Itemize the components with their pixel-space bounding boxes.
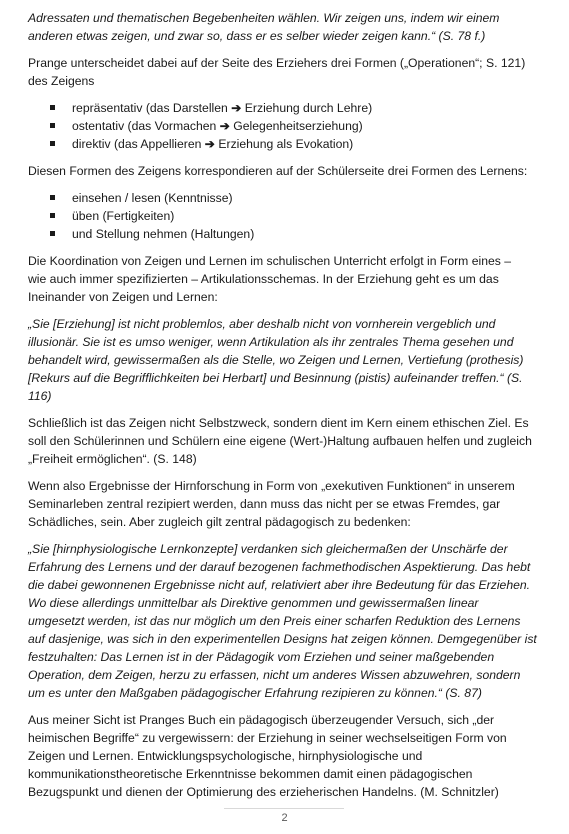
text-line: Aus meiner Sicht ist Pranges Buch ein pädagogisch überzeugender Versuch, sich „der [28, 713, 495, 727]
text-line: Bezugspunkt und dienen der Optimierung des erzieherischen Handelns. (M. Schnitzler) [28, 785, 499, 799]
list-item-text: Erziehung als Evokation) [215, 137, 354, 151]
text-line: Schädliches, sein. Aber zugleich gilt zentral pädagogisch zu bedenken: [28, 515, 411, 529]
list-item [50, 117, 546, 135]
learning-forms-list [28, 189, 546, 243]
text-line: anderen etwas zeigen, und zwar so, dass er es selber wieder zeigen kann.“ (S. 78 f.) [28, 29, 486, 43]
document-page [28, 9, 546, 801]
text-line: umgesetzt werden, ist das nur möglich um den Preis einer scharfen Reduktion des Lernens [28, 614, 521, 628]
list-item [50, 207, 546, 225]
text-line: behandelt wird, gewissermaßen als die Stelle, wo Zeigen und Lernen, Vertiefung (prothesis) [28, 353, 524, 367]
list-item [50, 189, 546, 207]
list-item-text: Erziehung durch Lehre) [241, 101, 373, 115]
footer-divider [224, 808, 344, 809]
text-line: Diesen Formen des Zeigens korrespondieren auf der Schülerseite drei Formen des Lernens: [28, 164, 528, 178]
text-line: Adressaten und thematischen Begebenheiten wählen. Wir zeigen uns, indem wir einem [28, 11, 500, 25]
list-item [50, 135, 546, 153]
text-line: Erfahrung des Lernens und der darauf bezogenen fachmethodischen Aspektierung. Das hebt [28, 560, 531, 574]
text-line: soll den Schülerinnen und Schülern eine eigene (Wert-)Haltung aufbauen helfen und zugleich [28, 434, 532, 448]
text-line: Die Koordination von Zeigen und Lernen im schulischen Unterricht erfolgt in Form eines – [28, 254, 512, 268]
list-item-text: und Stellung nehmen (Haltungen) [72, 227, 255, 241]
square-bullet-icon [50, 195, 55, 200]
text-line: „Sie [hirnphysiologische Lernkonzepte] verdanken sich gleichermaßen der Unschärfe der [28, 542, 508, 556]
right-arrow-icon: ➔ [204, 137, 215, 151]
list-item-text: direktiv (das Appellieren [72, 137, 205, 151]
square-bullet-icon [50, 105, 55, 110]
paragraph-brain-research [28, 477, 546, 531]
square-bullet-icon [50, 231, 55, 236]
right-arrow-icon: ➔ [219, 119, 230, 133]
text-line: Wo diese allerdings unmittelbar als Direktive genommen und gewissermaßen linear [28, 596, 479, 610]
right-arrow-icon: ➔ [231, 101, 242, 115]
text-line: 116) [28, 389, 52, 403]
quote-paragraph-2 [28, 315, 546, 405]
text-line: „Sie [Erziehung] ist nicht problemlos, aber deshalb nicht von vornherein vergeblich und [28, 317, 496, 331]
text-line: kommunikationstheoretische Erkenntnisse bekommen damit einen pädagogischen [28, 767, 473, 781]
list-item [50, 99, 546, 117]
paragraph-articulation [28, 252, 546, 306]
text-line: auf dasjenige, was sich in den experimentellen Designs hat zeigen können. Demgegenüber ist [28, 632, 537, 646]
square-bullet-icon [50, 213, 55, 218]
text-line: Wenn also Ergebnisse der Hirnforschung in Form von „exekutiven Funktionen“ in unserem [28, 479, 515, 493]
text-line: Prange unterscheidet dabei auf der Seite des Erziehers drei Formen („Operationen“; S. 121) [28, 56, 526, 70]
paragraph-operations-intro [28, 54, 546, 90]
list-item-text: üben (Fertigkeiten) [72, 209, 175, 223]
quote-paragraph-1 [28, 9, 546, 45]
page-number: 2 [281, 812, 288, 824]
text-line: Operation, dem Zeigen, herzu zu erfassen, nicht um anderes Wissen abzuwehren, sondern [28, 668, 521, 682]
text-line: „Freiheit ermöglichen“. (S. 148) [28, 452, 197, 466]
text-line: illusionär. Sie ist es umso weniger, wenn Artikulation als ihr zentrales Thema gesehen und [28, 335, 514, 349]
list-item-text: einsehen / lesen (Kenntnisse) [72, 191, 233, 205]
text-line: Seminarleben zentral rezipiert werden, dann muss das nicht per se etwas Fremdes, gar [28, 497, 501, 511]
list-item-text: ostentativ (das Vormachen [72, 119, 220, 133]
paragraph-conclusion [28, 711, 546, 801]
text-line: Schließlich ist das Zeigen nicht Selbstzweck, sondern dient im Kern einem ethischen Ziel. Es [28, 416, 529, 430]
list-item [50, 225, 546, 243]
text-line: um es unter den Maßgaben pädagogischer Erfahrung rezipieren zu können.“ (S. 87) [28, 686, 482, 700]
text-line: Ineinander von Zeigen und Lernen: [28, 290, 218, 304]
square-bullet-icon [50, 141, 55, 146]
list-item-text: repräsentativ (das Darstellen [72, 101, 232, 115]
quote-paragraph-3 [28, 540, 546, 702]
text-line: die dabei gewonnenen Ergebnisse nicht auf, relativiert aber ihre Bedeutung für das Erziehen. [28, 578, 531, 592]
operations-list [28, 99, 546, 153]
square-bullet-icon [50, 123, 55, 128]
text-line: [Rekurs auf die Begrifflichkeiten bei Herbart] und Besinnung (pistis) aufeinander treffen.“ (S. [28, 371, 523, 385]
paragraph-learning-forms [28, 162, 546, 180]
text-line: Zeigen und Lernen. Entwicklungspsychologische, hirnphysiologische und [28, 749, 423, 763]
text-line: festzuhalten: Das Lernen ist in der Pädagogik vom Erziehen und seiner maßgebenden [28, 650, 495, 664]
text-line: wie auch immer spezifizierten – Artikulationsschemas. In der Erziehung geht es um das [28, 272, 499, 286]
paragraph-ethical-goal [28, 414, 546, 468]
text-line: des Zeigens [28, 74, 95, 88]
text-line: heimischen Begriffe“ zu vergewissern: der Erziehung in seiner wechselseitigen Form von [28, 731, 507, 745]
list-item-text: Gelegenheitserziehung) [229, 119, 363, 133]
